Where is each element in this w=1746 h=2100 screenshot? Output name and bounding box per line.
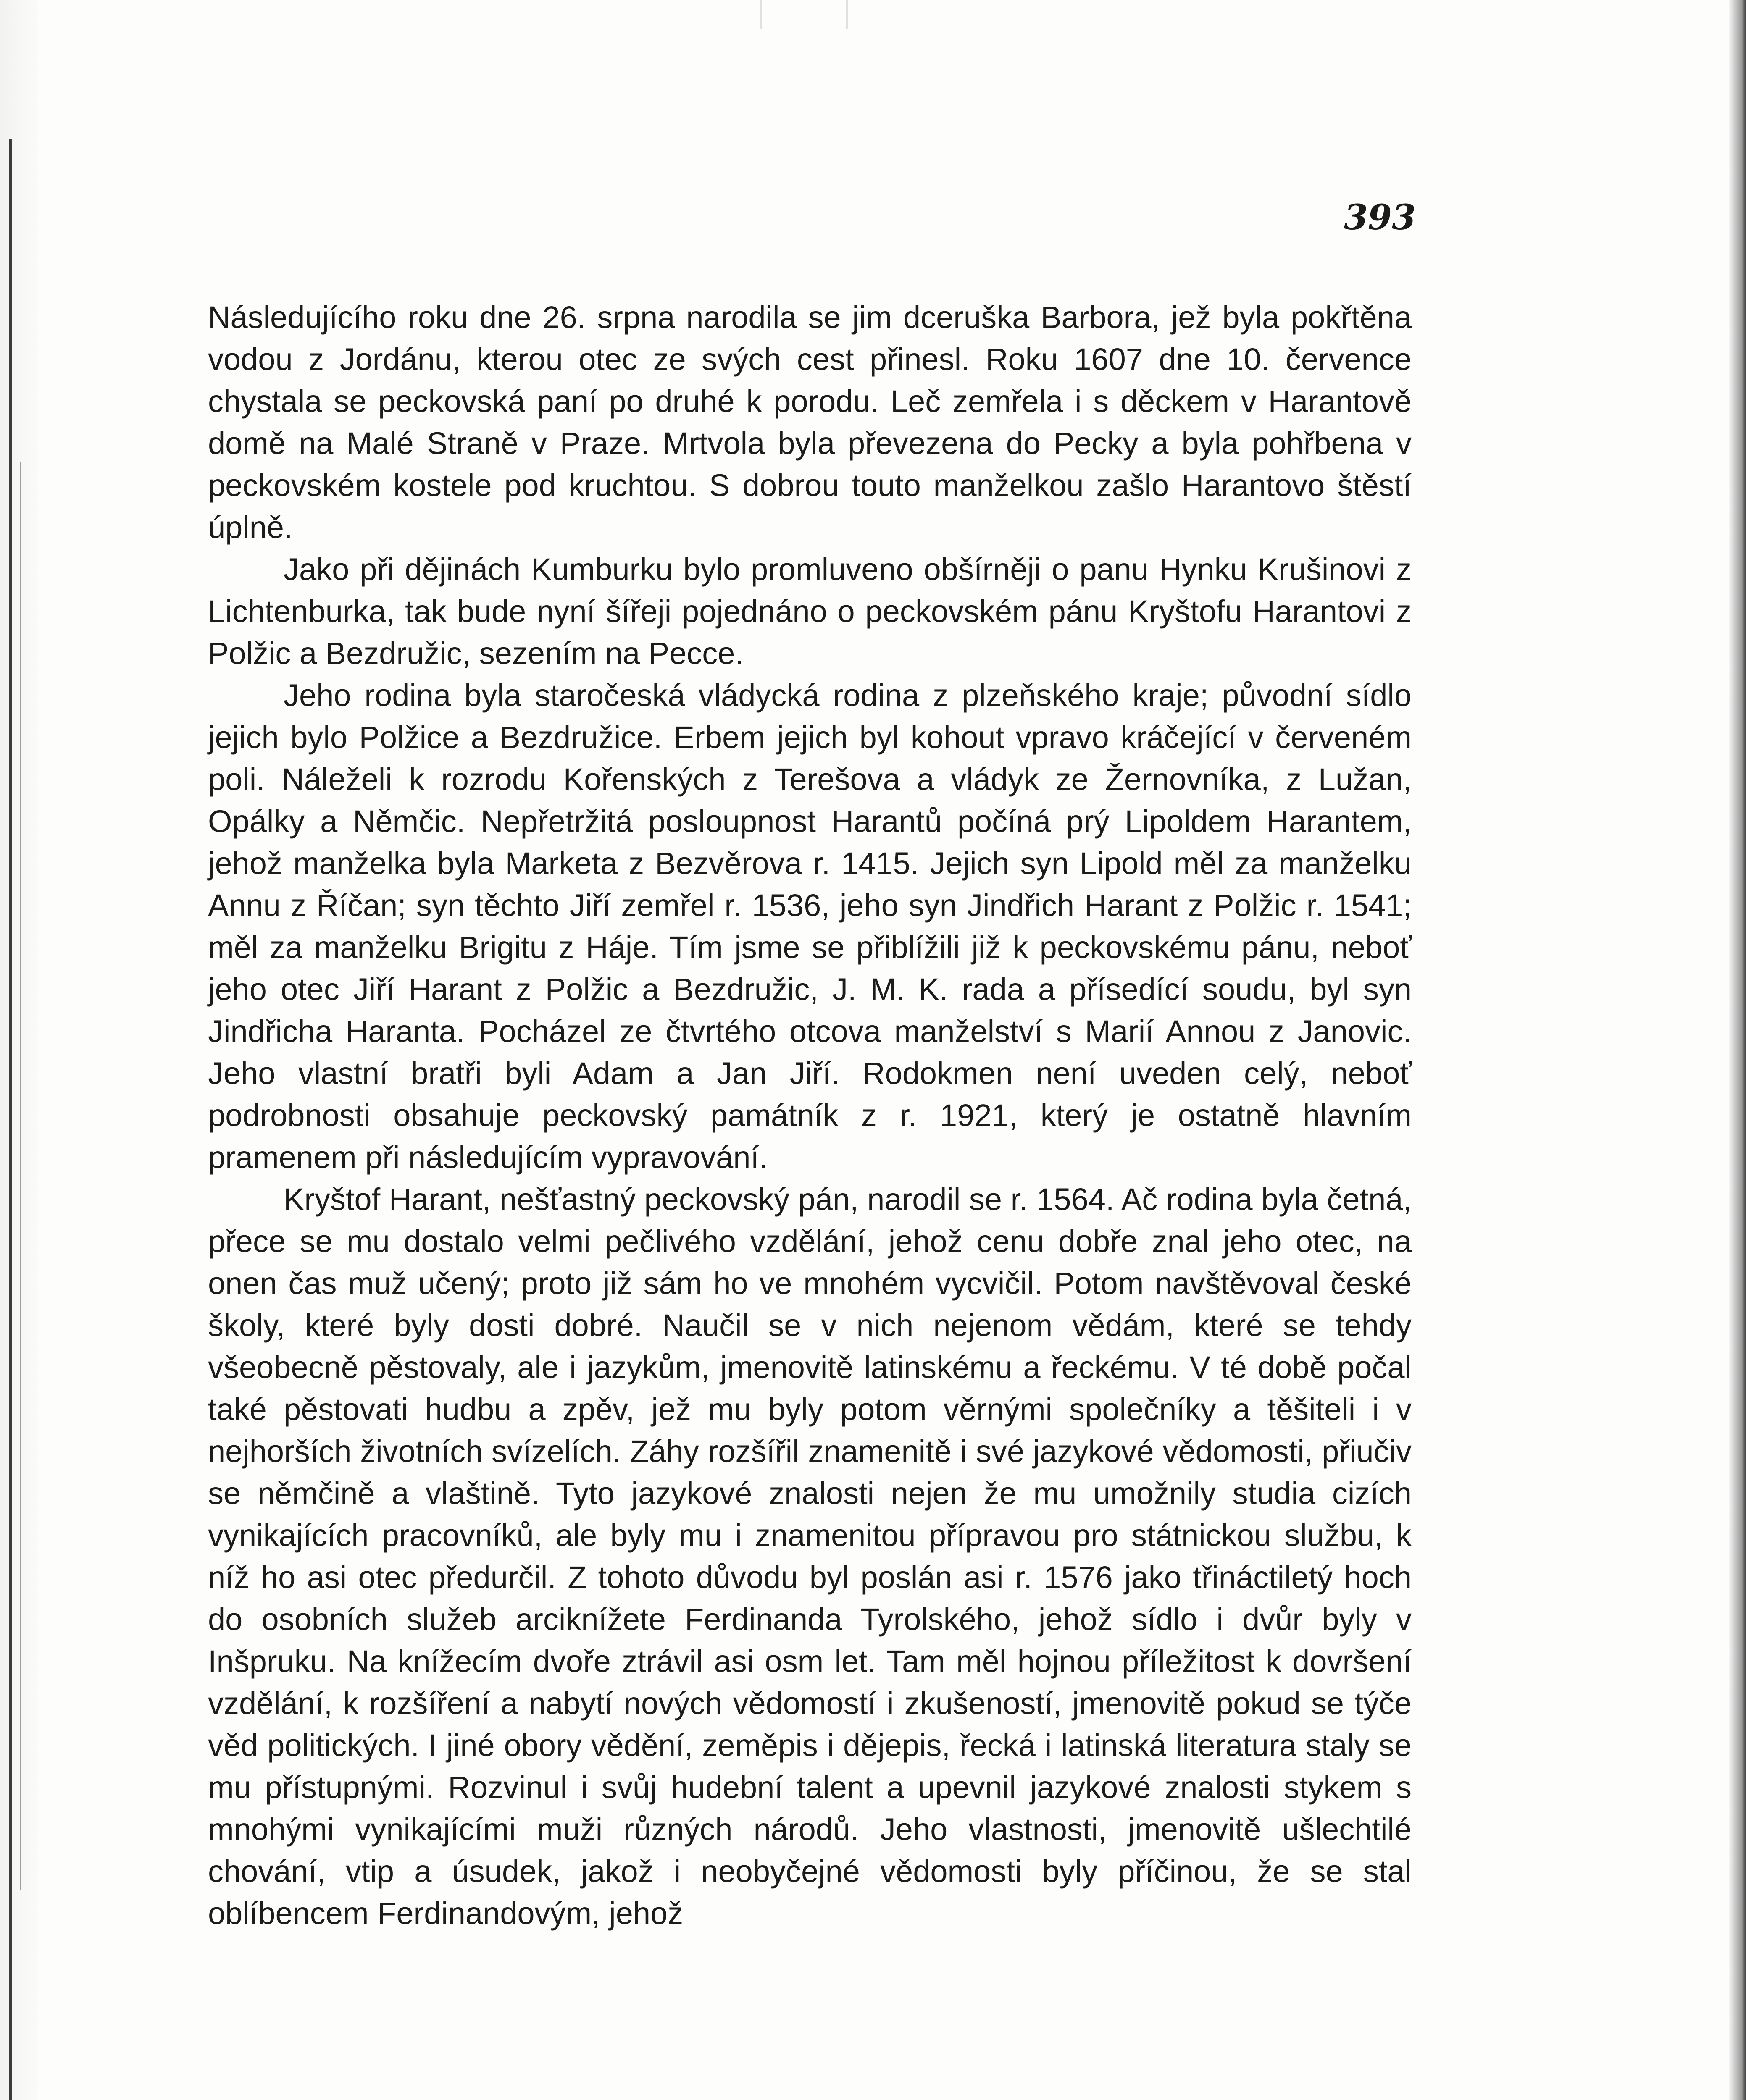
paragraph: Jako při dějinách Kumburku bylo promluveno obšírněji o panu Hynku Krušinovi z Lichtenburka, tak bude nyní šířeji pojednáno o peckovském pánu Kryštofu Harantovi z Polžic a Bezdružic, sezením na Pecce. <box>208 552 1412 671</box>
body-text <box>208 297 1412 1935</box>
paragraph: Kryštof Harant, nešťastný peckovský pán, narodil se r. 1564. Ač rodina byla četná, přece se mu dostalo velmi pečlivého vzdělání, jehož cenu dobře znal jeho otec, na onen čas muž učený; proto již sám ho ve mnohém vycvičil. Potom navštěvoval české školy, které byly dosti dobré. Naučil se v nich nejenom vědám, které se tehdy všeobecně pěstovaly, ale i jazykům, jmenovitě latinskému a řeckému. V té době počal také pěstovati hudbu a zpěv, jež mu byly potom věrnými společníky a těšiteli i v nejhorších životních svízelích. Záhy rozšířil znamenitě i své jazykové vědomosti, přiučiv se němčině a vlaštině. Tyto jazykové znalosti nejen že mu umožnily studia cizích vynikajících pracovníků, ale byly mu i znamenitou přípravou pro státnickou službu, k níž ho asi otec předurčil. Z tohoto důvodu byl poslán asi r. 1576 jako třináctiletý hoch do osobních služeb arciknížete Ferdinanda Tyrolského, jehož sídlo i dvůr byly v Inšpruku. Na knížecím dvoře ztrávil asi osm let. Tam měl hojnou příležitost k dovršení vzdělání, k rozšíření a nabytí nových vědomostí i zkušeností, jmenovitě pokud se týče věd politických. I jiné obory vědění, zeměpis i dějepis, řecká i latinská literatura staly se mu přístupnými. Rozvinul i svůj hudební talent a upevnil jazykové znalosti stykem s mnohými vynikajícími muži různých národů. Jeho vlastnosti, jmenovitě ušlechtilé chování, vtip a úsudek, jakož i neobyčejné vědomosti byly příčinou, že se stal oblíbencem Ferdinandovým, jehož <box>208 1182 1412 1931</box>
paragraph: Následujícího roku dne 26. srpna narodila se jim dceruška Barbora, jež byla pokřtěna vodou z Jordánu, kterou otec ze svých cest přinesl. Roku 1607 dne 10. července chystala se peckovská paní po druhé k porodu. Leč zemřela i s děckem v Harantově domě na Malé Straně v Praze. Mrtvola byla převezena do Pecky a byla pohřbena v peckovském kostele pod kruchtou. S dobrou touto manželkou zašlo Harantovo štěstí úplně. <box>208 300 1412 545</box>
scan-artifact <box>760 0 848 29</box>
binding-shadow <box>9 139 12 2100</box>
page-right-edge <box>1729 0 1746 2100</box>
binding-shadow-secondary <box>20 462 21 1890</box>
page-left-edge <box>0 0 38 2100</box>
paragraph: Jeho rodina byla staročeská vládycká rodina z plzeňského kraje; původní sídlo jejich bylo Polžice a Bezdružice. Erbem jejich byl kohout vpravo kráčející v červeném poli. Náleželi k rozrodu Kořenských z Terešova a vládyk ze Žernovníka, z Lužan, Opálky a Němčic. Nepřetržitá posloupnost Harantů počíná prý Lipoldem Harantem, jehož manželka byla Marketa z Bezvěrova r. 1415. Jejich syn Lipold měl za manželku Annu z Říčan; syn těchto Jiří zemřel r. 1536, jeho syn Jindřich Harant z Polžic r. 1541; měl za manželku Brigitu z Háje. Tím jsme se přiblížili již k peckovskému pánu, neboť jeho otec Jiří Harant z Polžic a Bezdružic, J. M. K. rada a přísedící soudu, byl syn Jindřicha Haranta. Pocházel ze čtvrtého otcova manželství s Marií Annou z Janovic. Jeho vlastní bratři byli Adam a Jan Jiří. Rodokmen není uveden celý, neboť podrobnosti obsahuje peckovský památník z r. 1921, který je ostatně hlavním pramenem při následujícím vypravování. <box>208 678 1412 1175</box>
page-number: 393 <box>1344 197 1416 238</box>
